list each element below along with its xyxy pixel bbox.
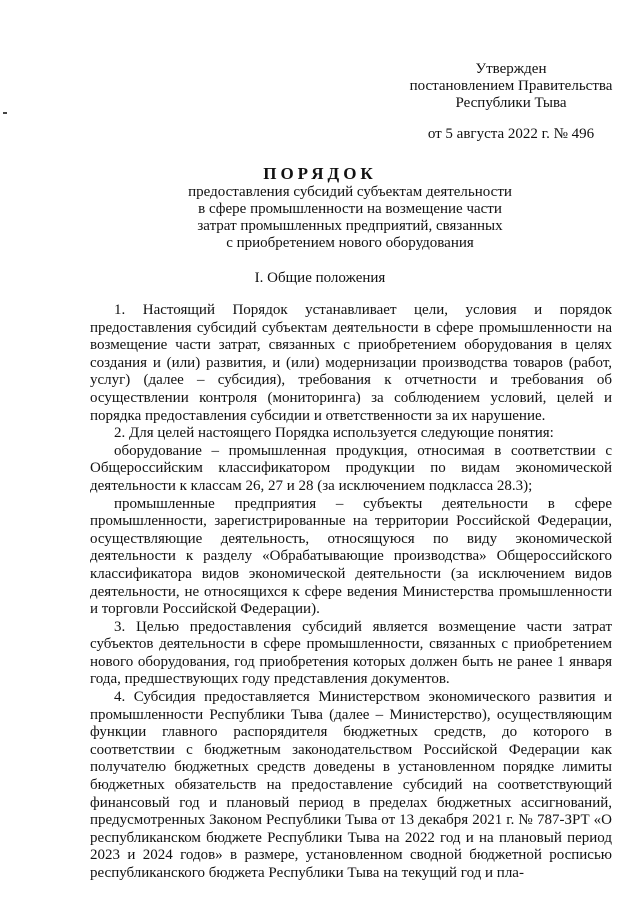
subtitle-line-4: с приобретением нового оборудования	[226, 235, 474, 251]
paragraph-4: промышленные предприятия – субъекты деятельности в сфере промышленности, зарегистрированные на территории Российской Федерации, осуществляющие деятельность, относящуюся по виду экономической деятельности к разделу «Обрабатывающие производства» Общероссийского классификатора видов экономической деятельности (за исключением видов деятельности, не относящихся к сфере ведения Министерства промышленности и торговли Российской Федерации).	[90, 495, 612, 618]
paragraph-3: оборудование – промышленная продукция, относимая в соответствии с Общероссийским классификатором продукции по видам экономической деятельности к классам 26, 27 и 28 (за исключением подкласса 28.3);	[90, 442, 612, 494]
approval-line-3: Республики Тыва	[455, 95, 567, 111]
paragraph-5: 3. Целью предоставления субсидий является возмещение части затрат субъектов деятельности в сфере промышленности, связанных с приобретением нового оборудования, год приобретения которых должен быть не ранее 1 января года, предшествующих году представления документов.	[90, 618, 612, 688]
paragraph-2: 2. Для целей настоящего Порядка используется следующие понятия:	[114, 425, 554, 442]
approval-line-1: Утвержден	[475, 61, 547, 77]
subtitle-line-1: предоставления субсидий субъектам деятельности	[188, 184, 512, 200]
approval-line-2: постановлением Правительства	[409, 78, 613, 94]
subtitle-line-3: затрат промышленных предприятий, связанных	[197, 218, 503, 234]
paragraph-6: 4. Субсидия предоставляется Министерством экономического развития и промышленности Республики Тыва (далее – Министерство), осуществляющим функции главного распорядителя бюджетных средств, до которого в соответствии с бюджетным законодательством Российской Федерации как получателю бюджетных средств доведены в установленном порядке лимиты бюджетных обязательств на предоставление субсидий на соответствующий финансовый год и плановый период в пределах бюджетных ассигнований, предусмотренных Законом Республики Тыва от 13 декабря 2021 г. № 787-ЗРТ «О республиканском бюджете Республики Тыва на 2022 год и на плановый период 2023 и 2024 годов» в размере, установленном сводной бюджетной росписью республиканского бюджета Республики Тыва на текущий год и пла-	[90, 689, 612, 881]
paragraph-1: 1. Настоящий Порядок устанавливает цели, условия и порядок предоставления субсидий субъектам деятельности в сфере промышленности на возмещение части затрат, связанных с приобретением оборудования в целях создания и (или) развития, и (или) модернизации производства товаров (работ, услуг) (далее – субсидия), требования к отчетности и требования об осуществлении контроля (мониторинга) за соблюдением условий, целей и порядка предоставления субсидии и ответственности за их нарушение.	[90, 302, 612, 424]
approval-date: от 5 августа 2022 г. № 496	[427, 126, 595, 142]
document-title: ПОРЯДОК	[263, 164, 377, 183]
margin-mark	[3, 112, 7, 114]
document-body	[90, 302, 612, 883]
subtitle-line-2: в сфере промышленности на возмещение части	[198, 201, 502, 217]
section-heading: I. Общие положения	[254, 270, 386, 286]
approval-block	[396, 61, 626, 143]
document-subtitle	[130, 184, 570, 252]
